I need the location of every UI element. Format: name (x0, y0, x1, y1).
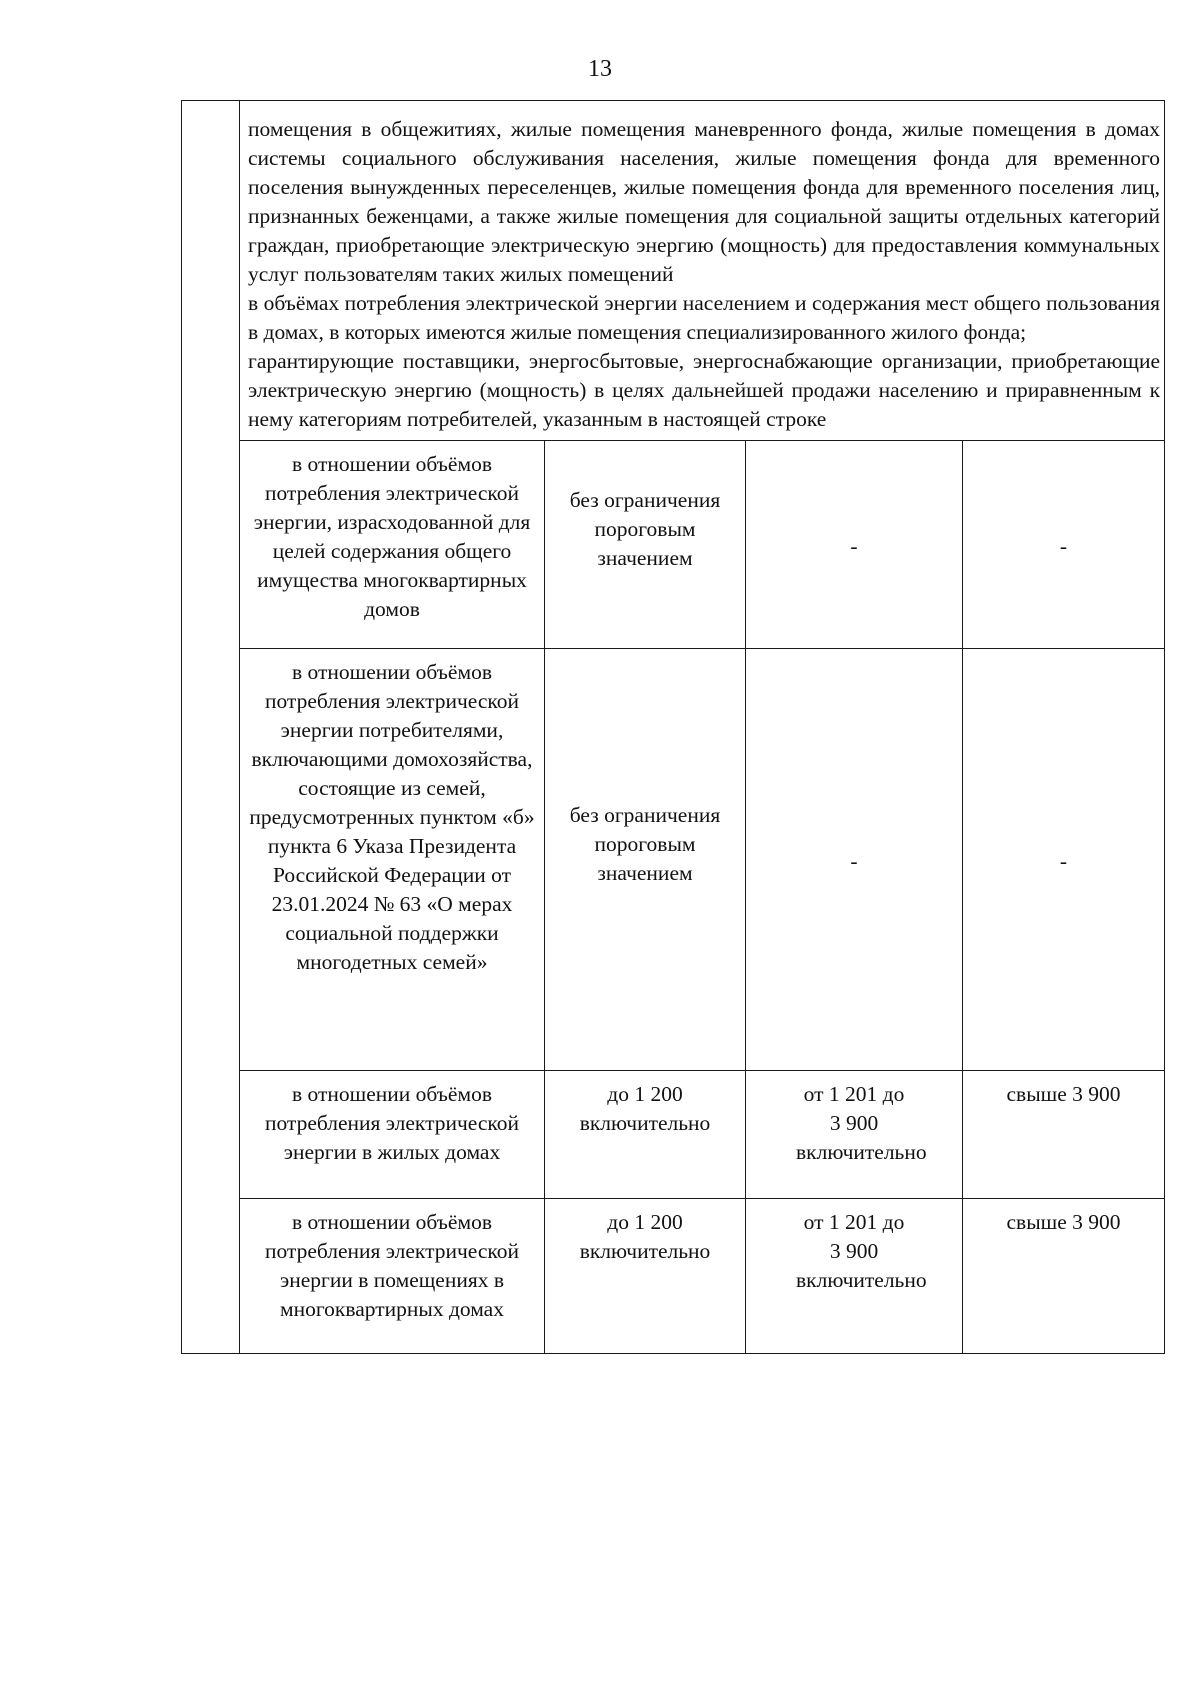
range-1-cell: до 1 200 включительно (545, 1071, 746, 1199)
consumer-category-cell (240, 101, 1165, 441)
range-1-cell: без ограничения пороговым значением (545, 649, 746, 1071)
range-2-cell: - (746, 441, 963, 649)
table-row-intro (182, 101, 1165, 441)
table-row (182, 1071, 1165, 1199)
range-2-cell: - (746, 649, 963, 1071)
range-2-cell: от 1 201 до 3 900 включительно (746, 1199, 963, 1354)
tariff-table (181, 100, 1165, 1354)
range-1-cell: до 1 200 включительно (545, 1199, 746, 1354)
table-row (182, 1199, 1165, 1354)
intro-paragraph: гарантирующие поставщики, энергосбытовые, энергоснабжающие организации, приобретающие электрическую энергию (мощность) в целях дальнейшей продажи населению и приравненным к нему категориям потребителей, указанным в настоящей строке (248, 349, 1161, 431)
range-1-cell: без ограничения пороговым значением (545, 441, 746, 649)
range-3-cell: свыше 3 900 (963, 1199, 1165, 1354)
table-row (182, 441, 1165, 649)
volume-description-cell: в отношении объёмов потребления электрической энергии в жилых домах (240, 1071, 545, 1199)
range-2-cell: от 1 201 до 3 900 включительно (746, 1071, 963, 1199)
range-3-cell: свыше 3 900 (963, 1071, 1165, 1199)
row-number-cell (182, 101, 240, 1354)
volume-description-cell: в отношении объёмов потребления электрической энергии, израсходованной для целей содержания общего имущества многоквартирных домов (240, 441, 545, 649)
intro-paragraph: в объёмах потребления электрической энергии населением и содержания мест общего пользования в домах, в которых имеются жилые помещения специализированного жилого фонда; (248, 291, 1161, 344)
volume-description-cell: в отношении объёмов потребления электрической энергии потребителями, включающими домохозяйства, состоящие из семей, предусмотренных пунктом «б» пункта 6 Указа Президента Российской Федерации от 23.01.2024 № 63 «О мерах социальной поддержки многодетных семей» (240, 649, 545, 1071)
page-number: 13 (588, 56, 612, 82)
volume-description-cell: в отношении объёмов потребления электрической энергии в помещениях в многоквартирных домах (240, 1199, 545, 1354)
range-3-cell: - (963, 441, 1165, 649)
range-3-cell: - (963, 649, 1165, 1071)
intro-paragraph: помещения в общежитиях, жилые помещения маневренного фонда, жилые помещения в домах системы социального обслуживания населения, жилые помещения фонда для временного поселения вынужденных переселенцев, жилые помещения фонда для временного поселения лиц, признанных беженцами, а также жилые помещения для социальной защиты отдельных категорий граждан, приобретающие электрическую энергию (мощность) для предоставления коммунальных услуг пользователям таких жилых помещений (248, 117, 1161, 286)
table-row (182, 649, 1165, 1071)
